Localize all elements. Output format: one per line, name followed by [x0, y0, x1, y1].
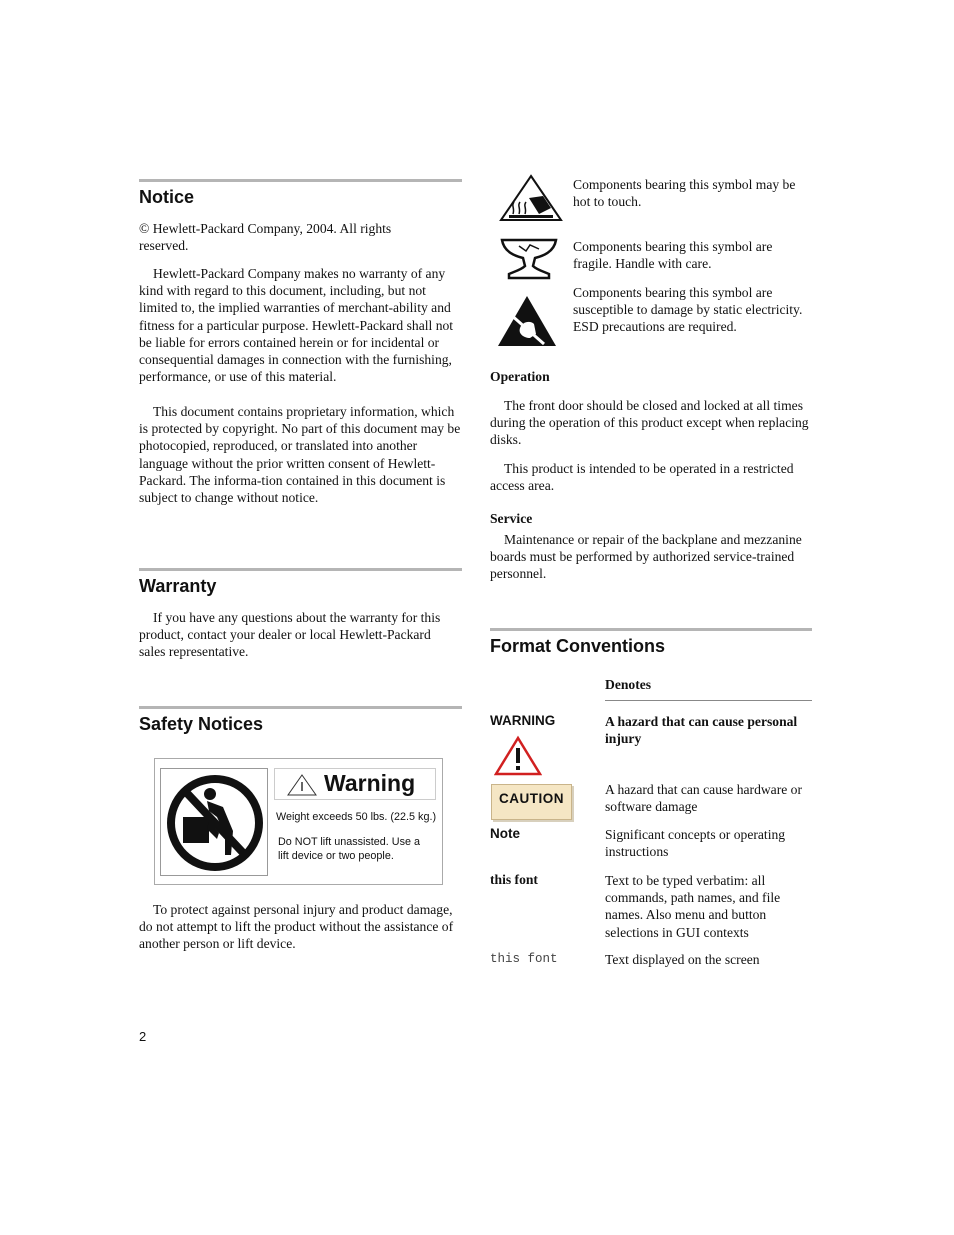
page-number: 2: [139, 1029, 147, 1044]
notice-rule: [139, 179, 462, 182]
safety-paragraph: To protect against personal injury and product damage, do not attempt to lift the product without the assistance of another person or lift device.: [139, 902, 454, 952]
conventions-rule: [490, 628, 812, 631]
no-lift-icon: [161, 769, 267, 875]
no-lift-pictogram-frame: [160, 768, 268, 876]
caution-description: A hazard that can cause hardware or software damage: [605, 782, 803, 815]
service-paragraph: Maintenance or repair of the backplane and mezzanine boards must be performed by authorized service-trained personnel.: [490, 532, 802, 582]
weight-text: Weight exceeds 50 lbs. (22.5 kg.): [276, 811, 437, 823]
weight-warning-label: [154, 758, 443, 885]
warning-triangle-icon: [287, 774, 317, 796]
operation-heading: Operation: [490, 369, 550, 384]
esd-icon: [496, 294, 558, 348]
warranty-paragraph: If you have any questions about the warranty for this product, contact your dealer or local Hewlett-Packard sales representative.: [139, 610, 441, 660]
warranty-rule: [139, 568, 462, 571]
mono-font-description: Text displayed on the screen: [605, 952, 760, 967]
warning-label-header: [274, 768, 436, 800]
warning-triangle-red-icon: [494, 735, 542, 777]
bold-font-term: this font: [490, 872, 538, 887]
denotes-column-header: Denotes: [605, 677, 652, 692]
note-term: Note: [490, 826, 520, 841]
fragile-symbol-text: Components bearing this symbol are fragile. Handle with care.: [573, 239, 773, 272]
notice-paragraph-1: Hewlett-Packard Company makes no warranty of any kind with regard to this document, including, but not limited to, the implied warranties of merchant-ability and fitness for a particular purpose. Hewlett-Packard shall not be liable for errors contained herein or for incidental or consequential damages in connection with the furnishing, performance, or use of this material.: [139, 266, 454, 385]
caution-badge: CAUTION: [491, 784, 572, 820]
notice-heading: Notice: [139, 187, 195, 207]
bold-font-description: Text to be typed verbatim: all commands, path names, and file names. Also menu and button selections in GUI contexts: [605, 873, 781, 940]
warning-term: WARNING: [490, 713, 556, 728]
warning-description: A hazard that can cause personal injury: [605, 714, 798, 747]
service-heading: Service: [490, 511, 533, 526]
safety-rule: [139, 706, 462, 709]
esd-symbol-text: Components bearing this symbol are susceptible to damage by static electricity. ESD precautions are required.: [573, 285, 803, 335]
lift-instruction-text: Do NOT lift unassisted. Use a lift device or two people.: [278, 836, 421, 862]
safety-heading: Safety Notices: [139, 714, 264, 734]
note-description: Significant concepts or operating instructions: [605, 827, 786, 860]
copyright-text: © Hewlett-Packard Company, 2004. All rights reserved.: [139, 221, 392, 254]
warranty-heading: Warranty: [139, 576, 217, 596]
fragile-glass-icon: [499, 236, 559, 282]
denotes-underline: [605, 700, 812, 701]
notice-paragraph-2: This document contains proprietary information, which is protected by copyright. No part of this document may be photocopied, reproduced, or translated into another language without the prior written consent of Hewlett-Packard. The informa-tion contained in this document is subject to change without notice.: [139, 404, 461, 506]
hot-surface-icon: [499, 174, 563, 222]
mono-font-term: this font: [490, 952, 558, 966]
operation-paragraph-1: The front door should be closed and locked at all times during the operation of this product except when replacing disks.: [490, 398, 809, 448]
conventions-heading: Format Conventions: [490, 636, 666, 656]
operation-paragraph-2: This product is intended to be operated in a restricted access area.: [490, 461, 794, 494]
hot-symbol-text: Components bearing this symbol may be hot to touch.: [573, 177, 796, 210]
warning-label-title: Warning: [324, 770, 416, 796]
